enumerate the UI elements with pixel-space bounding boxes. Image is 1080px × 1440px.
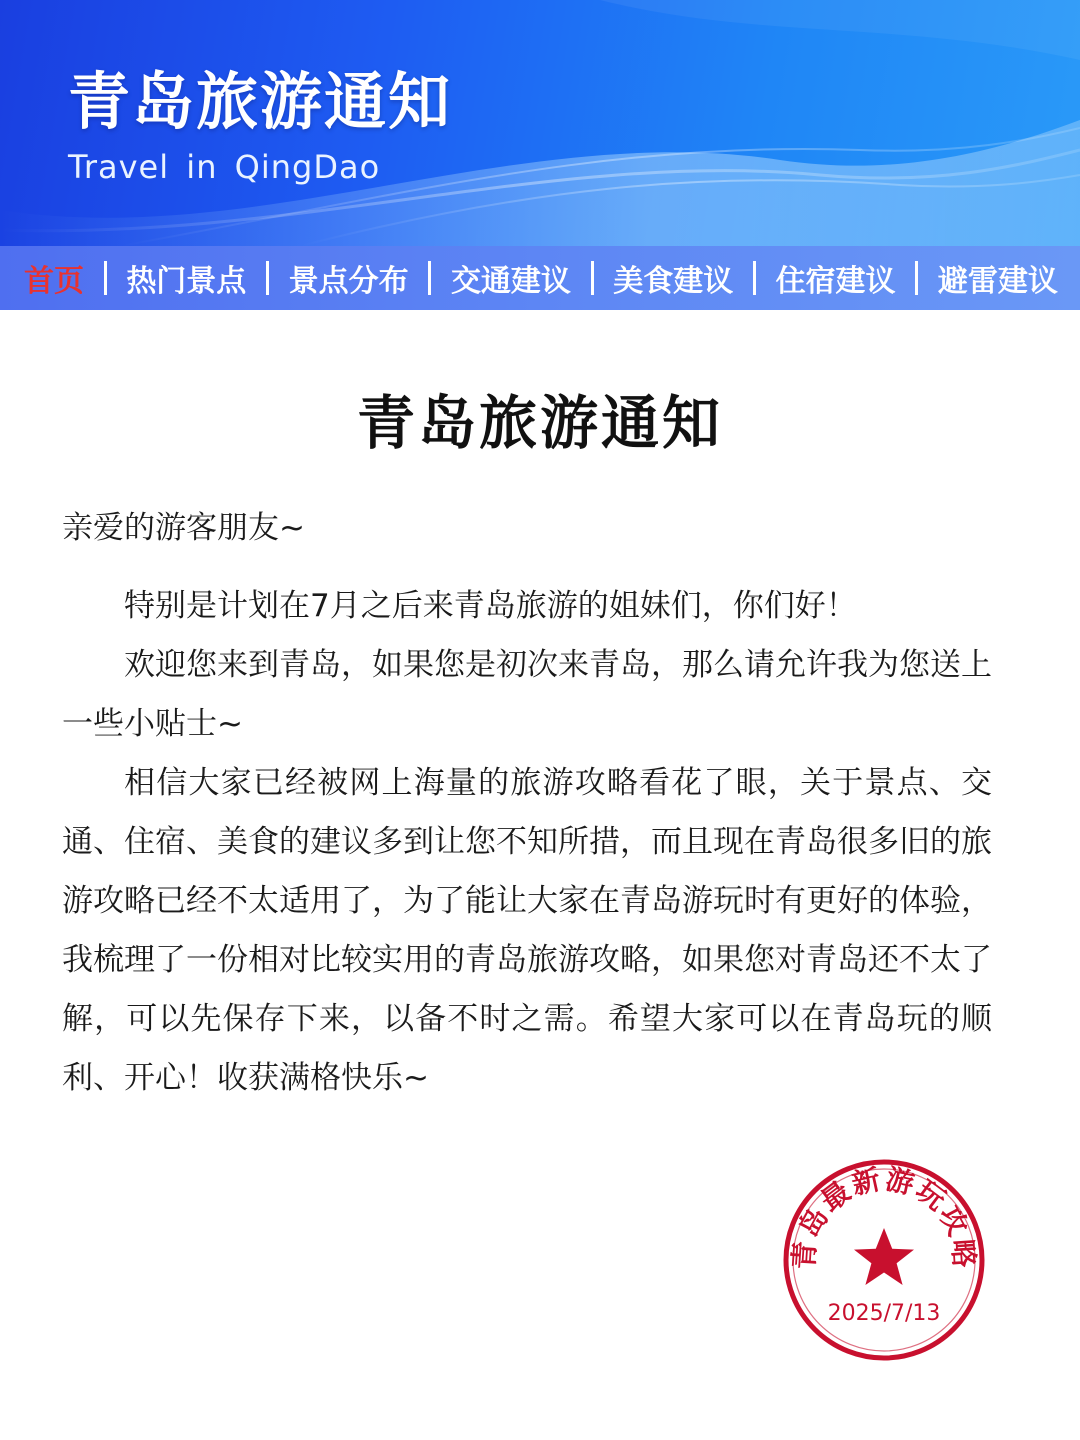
nav-separator <box>266 261 269 295</box>
nav-item-food[interactable]: 美食建议 <box>613 264 734 299</box>
nav-item-transport[interactable]: 交通建议 <box>450 264 571 299</box>
nav-item-hot-spots[interactable]: 热门景点 <box>126 264 247 299</box>
official-seal <box>782 1158 986 1362</box>
nav-separator <box>104 261 107 295</box>
document-body <box>62 505 992 1108</box>
header-banner <box>0 0 1080 246</box>
nav-item-home[interactable]: 首页 <box>24 264 84 299</box>
nav-separator <box>591 261 594 295</box>
banner-title: 青岛旅游通知 <box>68 65 453 138</box>
nav-item-pitfalls[interactable]: 避雷建议 <box>937 264 1058 299</box>
banner-subtitle: Travel in QingDao <box>68 148 381 186</box>
nav-separator <box>753 261 756 295</box>
seal-date: 2025/7/13 <box>827 1301 941 1326</box>
paragraph: 特别是计划在7月之后来青岛旅游的姐妹们，你们好！ <box>124 588 857 624</box>
star-icon <box>854 1228 914 1285</box>
nav-item-spot-distribution[interactable]: 景点分布 <box>288 264 409 299</box>
paragraph: 相信大家已经被网上海量的旅游攻略看花了眼，关于景点、交通、住宿、美食的建议多到让您不知所措，而且现在青岛很多旧的旅游攻略已经不太适用了，为了能让大家在青岛游玩时有更好的体验，我梳理了一份相对比较实用的青岛旅游攻略，如果您对青岛还不太了解，可以先保存下来，以备不时之需。希望大家可以在青岛玩的顺利、开心！收获满格快乐~ <box>62 765 992 1096</box>
paragraph: 欢迎您来到青岛，如果您是初次来青岛，那么请允许我为您送上一些小贴士~ <box>62 647 992 742</box>
nav-separator <box>428 261 431 295</box>
nav-bar <box>0 246 1080 310</box>
nav-item-lodging[interactable]: 住宿建议 <box>775 264 896 299</box>
seal-graphic <box>782 1158 986 1362</box>
seal-text: 青岛最新游玩攻略 <box>787 1162 981 1271</box>
nav-separator <box>915 261 918 295</box>
document-title: 青岛旅游通知 <box>356 389 723 457</box>
greeting: 亲爱的游客朋友~ <box>62 510 305 546</box>
